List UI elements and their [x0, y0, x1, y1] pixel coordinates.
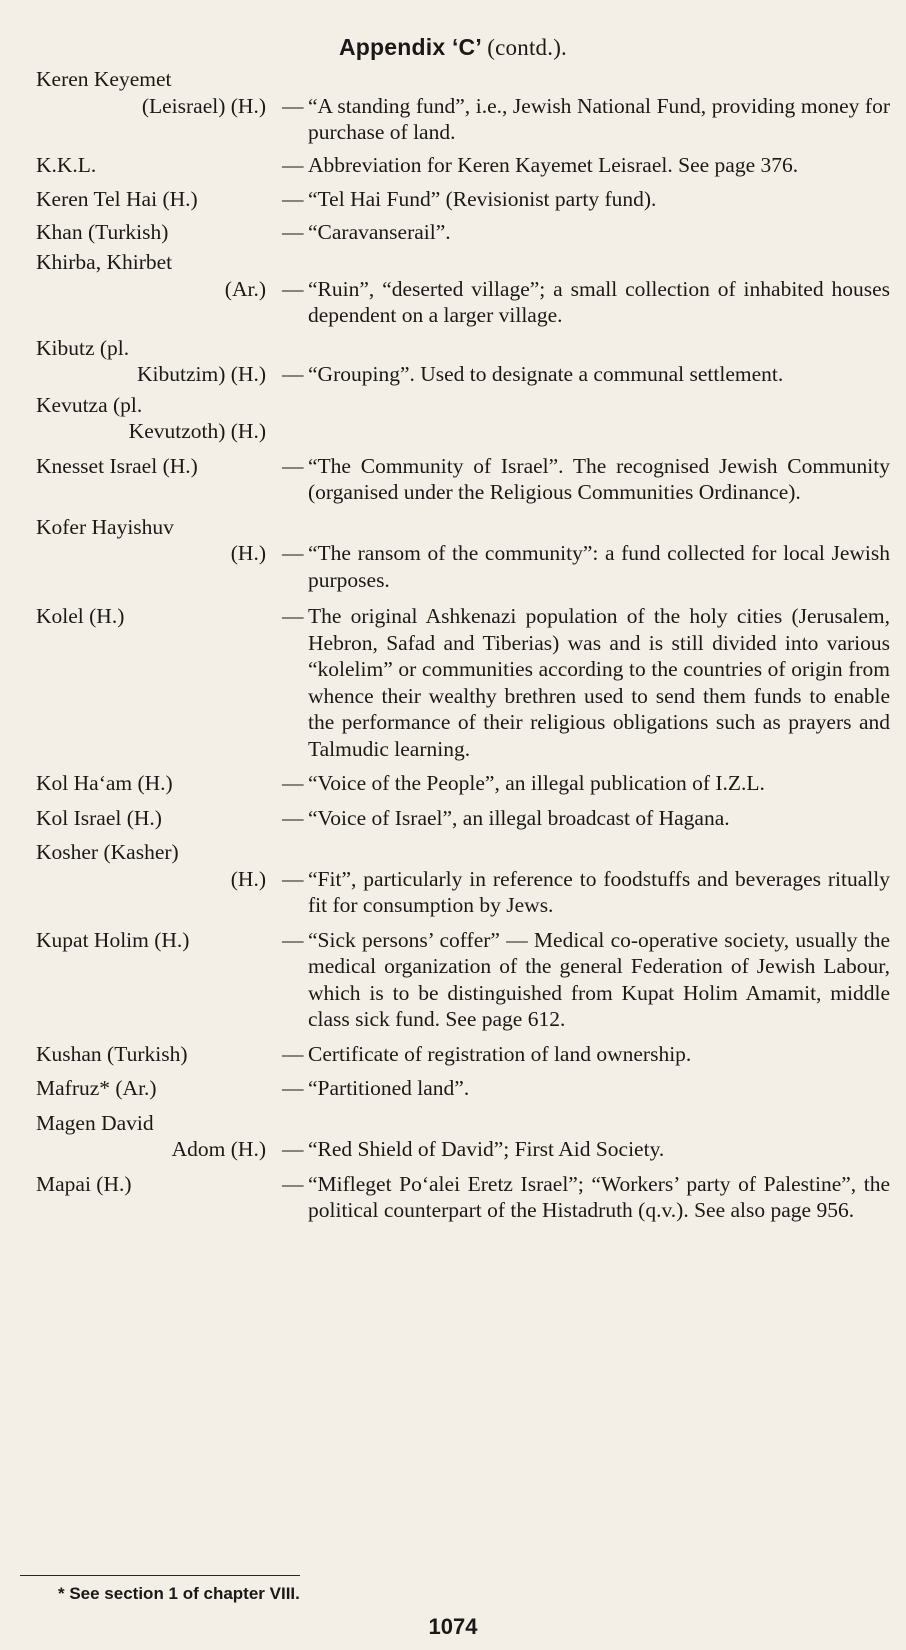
glossary-entry [36, 249, 894, 329]
entry-spacer [36, 797, 894, 805]
entry-spacer [36, 1102, 894, 1110]
glossary-dash: — [282, 187, 304, 211]
glossary-definition: “Tel Hai Fund” (Revisionist party fund). [308, 187, 657, 211]
page-heading [0, 34, 906, 61]
entry-spacer [36, 1033, 894, 1041]
glossary-dash: — [282, 219, 304, 244]
glossary-entry [36, 770, 894, 797]
glossary-definition [308, 392, 894, 445]
glossary-definition: “Ruin”, “deserted village”; a small collection of inhabited houses dependent on a larger village. [308, 276, 890, 327]
glossary-dash [270, 392, 308, 445]
glossary-entry [36, 1110, 894, 1163]
glossary-dash: — [282, 453, 304, 478]
glossary-entry [36, 66, 894, 146]
glossary-term-line: Kol Israel (H.) [36, 805, 162, 830]
glossary-term-line: Kibutzim) (H.) [137, 362, 266, 386]
glossary-term [36, 603, 270, 762]
glossary-definition: “The ransom of the community”: a fund collected for local Jewish purposes. [308, 541, 890, 592]
glossary-term [36, 1041, 270, 1068]
glossary-term-line: Kushan (Turkish) [36, 1041, 188, 1066]
glossary-term [36, 514, 270, 594]
entry-spacer [36, 506, 894, 514]
glossary-definition: “Red Shield of David”; First Aid Society. [308, 1137, 665, 1161]
heading-suffix: (contd.). [487, 35, 567, 60]
glossary-entry [36, 392, 894, 445]
glossary-term-line: Khirba, Khirbet [36, 250, 173, 274]
glossary-term-line: Khan (Turkish) [36, 219, 169, 244]
glossary-dash: — [282, 771, 304, 795]
glossary-dash: — [282, 805, 304, 830]
footnote-divider [20, 1575, 300, 1576]
glossary-definition: The original Ashkenazi population of the holy cities (Jerusalem, Hebron, Safad and Tiberias) was and is still divided into various “kolelim” or communities according to the countries of origin from whence their wealthy brethren used to send them funds to enable the performance of their religious obligations such as prayers and Talmudic learning. [308, 604, 890, 761]
glossary-term [36, 1075, 270, 1102]
glossary-entry [36, 335, 894, 388]
glossary-dash: — [282, 927, 304, 952]
footnote: * See section 1 of chapter VIII. [58, 1584, 300, 1603]
glossary-term-line: Keren Tel Hai (H.) [36, 187, 198, 211]
entry-spacer [36, 831, 894, 839]
entry-spacer [36, 919, 894, 927]
glossary-term-line: Mapai (H.) [36, 1171, 132, 1196]
glossary-term [36, 839, 270, 919]
glossary-entry [36, 219, 894, 246]
glossary-term-line: Kevutza (pl. [36, 392, 143, 417]
glossary-term-line: Kupat Holim (H.) [36, 927, 190, 952]
glossary-term-line: (Ar.) [224, 276, 266, 301]
glossary-entry [36, 1171, 894, 1224]
glossary-definition: “Fit”, particularly in reference to foodstuffs and beverages ritually fit for consumption by Jews. [308, 866, 890, 917]
glossary-entry [36, 603, 894, 762]
glossary-definition: Certificate of registration of land ownership. [308, 1041, 692, 1066]
glossary-dash: — [282, 276, 304, 301]
glossary-entry [36, 805, 894, 832]
glossary-term-line: (H.) [230, 541, 266, 565]
glossary-definition: “A standing fund”, i.e., Jewish National Fund, providing money for purchase of land. [308, 93, 890, 144]
glossary-term [36, 453, 270, 506]
glossary-term [36, 1171, 270, 1224]
glossary-term [36, 927, 270, 1033]
glossary-term [36, 805, 270, 832]
glossary-entry [36, 839, 894, 919]
glossary-term [36, 219, 270, 246]
glossary-term-line: (Leisrael) (H.) [141, 93, 266, 118]
entry-spacer [36, 445, 894, 453]
glossary-definition: “Sick persons’ coffer” — Medical co-operative society, usually the medical organization of the general Federation of Jewish Labour, which is to be distinguished from Kupat Holim Amamit, middle class sick fund. See page 612. [308, 927, 890, 1031]
glossary-definition: “Mifleget Po‘alei Eretz Israel”; “Workers’ party of Palestine”, the political counterpart of the Histadruth (q.v.). See also page 956. [308, 1171, 890, 1222]
entry-spacer [36, 762, 894, 770]
glossary-term-line: Kolel (H.) [36, 604, 125, 628]
glossary-dash: — [282, 866, 304, 891]
glossary-term-line: Kol Ha‘am (H.) [36, 771, 173, 795]
glossary-definition: Abbreviation for Keren Kayemet Leisrael. See page 376. [308, 152, 799, 177]
glossary-entry [36, 152, 894, 179]
entry-spacer [36, 1163, 894, 1171]
glossary-term-line: Adom (H.) [171, 1137, 266, 1161]
glossary-dash: — [282, 604, 304, 628]
glossary-entry [36, 1041, 894, 1068]
glossary-dash: — [282, 1041, 304, 1066]
glossary-dash: — [282, 1076, 304, 1100]
glossary-entry [36, 1075, 894, 1102]
glossary-term-line: Kosher (Kasher) [36, 840, 179, 864]
glossary-dash: — [282, 152, 304, 177]
glossary-term-line: Magen David [36, 1110, 154, 1135]
glossary-term [36, 152, 270, 179]
glossary-entry [36, 453, 894, 506]
glossary-term-line: Kevutzoth) (H.) [128, 419, 266, 443]
glossary-entry [36, 514, 894, 594]
glossary-definition: “Caravanserail”. [308, 219, 451, 244]
glossary-term-line: Kofer Hayishuv [36, 514, 174, 539]
glossary-term [36, 770, 270, 797]
entry-spacer [36, 178, 894, 186]
glossary-definition: “Voice of the People”, an illegal publication of I.Z.L. [308, 771, 765, 795]
glossary-term-line: K.K.L. [36, 152, 97, 177]
glossary-term [36, 1110, 270, 1163]
glossary-term-line: Keren Keyemet [36, 67, 172, 91]
heading-title: Appendix ‘C’ [338, 34, 481, 60]
glossary-dash: — [282, 362, 304, 386]
glossary-term-line: Kibutz (pl. [36, 335, 130, 360]
entry-spacer [36, 593, 894, 603]
glossary-dash: — [282, 541, 304, 565]
glossary-definition: “The Community of Israel”. The recognised Jewish Community (organised under the Religious Communities Ordinance). [308, 453, 890, 504]
glossary-definition: “Partitioned land”. [308, 1076, 470, 1100]
glossary-definition: “Voice of Israel”, an illegal broadcast of Hagana. [308, 805, 730, 830]
glossary-definition: “Grouping”. Used to designate a communal settlement. [308, 362, 784, 386]
glossary-list [36, 66, 894, 1224]
glossary-term [36, 335, 270, 388]
glossary-dash: — [282, 1137, 304, 1161]
glossary-entry [36, 927, 894, 1033]
glossary-entry [36, 186, 894, 213]
entry-spacer [36, 1067, 894, 1075]
glossary-dash: — [282, 1171, 304, 1196]
glossary-term [36, 249, 270, 329]
glossary-term-line: (H.) [230, 866, 266, 891]
glossary-term [36, 392, 270, 445]
glossary-term [36, 186, 270, 213]
glossary-term [36, 66, 270, 146]
glossary-term-line: Mafruz* (Ar.) [36, 1076, 157, 1100]
page-number: 1074 [428, 1614, 478, 1639]
glossary-dash: — [282, 93, 304, 118]
glossary-term-line: Knesset Israel (H.) [36, 453, 198, 478]
